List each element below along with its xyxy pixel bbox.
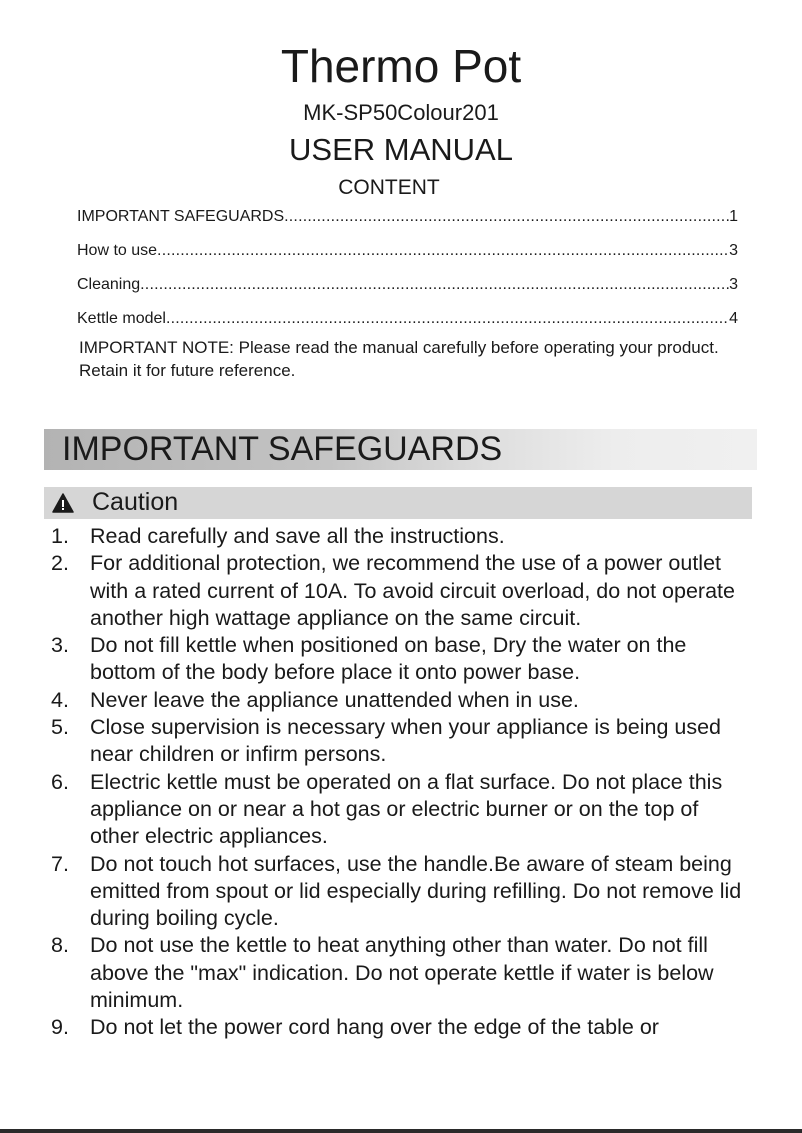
list-item (48, 632, 748, 687)
list-item-number: 2. (51, 551, 69, 576)
list-item-text: Do not touch hot surfaces, use the handle.Be aware of steam being emitted from spout or lid especially during refilling. Do not remove lid during boiling cycle. (90, 851, 742, 931)
list-item-number: 1. (51, 524, 69, 548)
list-item-text: Do not let the power cord hang over the edge of the table or (90, 1015, 659, 1040)
section-title: IMPORTANT SAFEGUARDS (62, 430, 503, 468)
list-item-text: Never leave the appliance unattended when in use. (90, 687, 579, 712)
toc-entry (77, 306, 738, 340)
toc-entry-page: 3 (729, 242, 738, 259)
toc-entry-label: IMPORTANT SAFEGUARDS (77, 208, 285, 225)
model-number: MK-SP50Colour201 (303, 100, 499, 125)
toc-leader-dots (140, 272, 729, 298)
caution-bar (44, 487, 752, 519)
page-bottom-border (0, 1129, 802, 1133)
list-item-number: 9. (51, 1015, 69, 1040)
toc-entry-page: 4 (729, 310, 738, 327)
toc-entry-label: Kettle model (77, 310, 166, 327)
list-item-text: Electric kettle must be operated on a flat surface. Do not place this appliance on or near a hot gas or electric burner or on the top of other electric appliances. (90, 769, 723, 849)
toc-entry-page: 1 (729, 208, 738, 225)
list-item-number: 5. (51, 715, 69, 740)
list-item-number: 4. (51, 687, 69, 712)
toc-entry-label: Cleaning (77, 276, 141, 293)
caution-label: Caution (92, 488, 179, 516)
important-note: IMPORTANT NOTE: Please read the manual carefully before operating your product. Retain it for future reference. (79, 338, 719, 380)
list-item (48, 550, 748, 632)
toc-entry-label: How to use (77, 242, 158, 259)
list-item (48, 687, 748, 714)
toc-entry (77, 272, 738, 306)
manual-subtitle: USER MANUAL (289, 132, 513, 167)
list-item-number: 3. (51, 633, 69, 658)
list-item-text: For additional protection, we recommend the use of a power outlet with a rated current of 10A. To avoid circuit overload, do not operate another high wattage appliance on the same circuit. (90, 551, 735, 630)
list-item (48, 932, 748, 1014)
toc-leader-dots (284, 204, 729, 230)
toc-leader-dots (166, 306, 729, 332)
list-item-text: Do not use the kettle to heat anything other than water. Do not fill above the "max" indication. Do not operate kettle if water is below minimum. (90, 933, 714, 1013)
toc-entry (77, 204, 738, 238)
list-item (48, 523, 748, 550)
list-item-text: Read carefully and save all the instructions. (90, 524, 505, 548)
warning-triangle-icon (52, 493, 74, 513)
contents-heading: CONTENT (338, 176, 440, 199)
list-item-text: Do not fill kettle when positioned on base, Dry the water on the bottom of the body before place it onto power base. (90, 633, 687, 685)
document-title: Thermo Pot (280, 40, 522, 92)
section-banner (44, 429, 757, 470)
toc-leader-dots (157, 238, 729, 264)
toc-entry-page: 3 (729, 276, 738, 293)
list-item (48, 851, 748, 933)
list-item-number: 7. (51, 851, 69, 876)
toc-entry (77, 238, 738, 272)
safeguards-list (48, 523, 748, 1042)
table-of-contents (77, 204, 738, 340)
list-item (48, 769, 748, 851)
list-item (48, 714, 748, 769)
list-item-number: 6. (51, 769, 69, 794)
list-item-number: 8. (51, 933, 69, 958)
list-item-text: Close supervision is necessary when your appliance is being used near children or infirm persons. (90, 715, 722, 767)
list-item (48, 1014, 748, 1041)
